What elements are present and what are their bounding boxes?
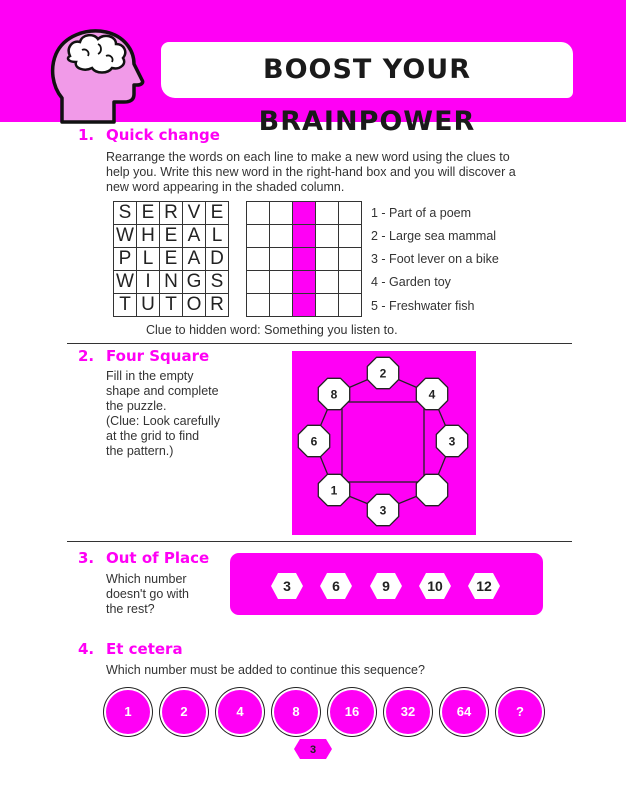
- section-3-instructions: Which number doesn't go with the rest?: [106, 572, 189, 616]
- puzzle-node: [318, 378, 349, 409]
- letter-cell: U: [137, 294, 160, 317]
- sequence-number: 8: [292, 704, 300, 719]
- divider: [67, 343, 572, 344]
- puzzle-node: [298, 425, 329, 456]
- answer-cell-shaded[interactable]: [293, 202, 316, 225]
- divider: [67, 541, 572, 542]
- letter-cell: H: [137, 225, 160, 248]
- answer-cell[interactable]: [247, 225, 270, 248]
- puzzle-node: [436, 425, 467, 456]
- letter-cell: E: [160, 248, 183, 271]
- node-label: 6: [310, 434, 318, 449]
- letter-cell: V: [183, 202, 206, 225]
- answer-cell[interactable]: [339, 248, 362, 271]
- letter-cell: A: [183, 248, 206, 271]
- section-2-number: 2.: [78, 347, 95, 365]
- letter-cell: R: [206, 294, 229, 317]
- sequence-number: 4: [236, 704, 244, 719]
- letter-cell: R: [160, 202, 183, 225]
- letter-cell: L: [206, 225, 229, 248]
- hexagon-number: 3: [283, 578, 291, 594]
- puzzle-node: [367, 494, 398, 525]
- answer-cell[interactable]: [316, 294, 339, 317]
- letter-cell: O: [183, 294, 206, 317]
- hexagon-number: 12: [476, 578, 492, 594]
- page-number-badge: [293, 738, 333, 760]
- section-1-number: 1.: [78, 126, 95, 144]
- letter-cell: E: [137, 202, 160, 225]
- sequence-circle: [106, 690, 150, 734]
- section-2-title: Four Square: [106, 347, 210, 365]
- sequence-circle: [330, 690, 374, 734]
- answer-cell[interactable]: [247, 271, 270, 294]
- section-4-number: 4.: [78, 640, 95, 658]
- letter-cell: N: [160, 271, 183, 294]
- number-hexagon[interactable]: [270, 572, 304, 600]
- sequence-circle: [274, 690, 318, 734]
- letter-cell: S: [114, 202, 137, 225]
- sequence-number: 16: [344, 704, 360, 719]
- letter-row-4: [114, 271, 229, 294]
- node-label: 1: [330, 483, 338, 498]
- letter-cell: T: [160, 294, 183, 317]
- letter-row-3: [114, 248, 229, 271]
- section-3-title: Out of Place: [106, 549, 210, 567]
- letter-cell: E: [160, 225, 183, 248]
- answer-cell[interactable]: [339, 202, 362, 225]
- sequence-circle: [386, 690, 430, 734]
- title-box: [163, 44, 571, 137]
- answer-cell[interactable]: [247, 248, 270, 271]
- four-square-puzzle: [292, 351, 476, 535]
- answer-cell[interactable]: [270, 294, 293, 317]
- page-title: BOOST YOUR BRAINPOWER: [258, 54, 476, 137]
- answer-cell[interactable]: [339, 225, 362, 248]
- node-label: 2: [379, 366, 387, 381]
- answer-cell[interactable]: [270, 225, 293, 248]
- hexagon-number: 9: [382, 578, 390, 594]
- number-hexagon[interactable]: [418, 572, 452, 600]
- clue-3: 3 - Foot lever on a bike: [371, 252, 499, 266]
- letter-cell: W: [114, 271, 137, 294]
- sequence-number: 1: [124, 704, 132, 719]
- node-shape: [416, 474, 447, 505]
- section-1-instructions: Rearrange the words on each line to make a new word using the clues to help you. Write this new word in the right-hand box and you will discover a new word appearing in the shaded column.: [106, 150, 516, 194]
- answer-cell[interactable]: [316, 225, 339, 248]
- puzzle-node: [367, 357, 398, 388]
- answer-cell[interactable]: [247, 202, 270, 225]
- sequence-circle: [162, 690, 206, 734]
- section-1-title: Quick change: [106, 126, 220, 144]
- answer-cell[interactable]: [270, 248, 293, 271]
- clue-1: 1 - Part of a poem: [371, 206, 472, 220]
- empty-node[interactable]: [416, 474, 447, 505]
- hidden-word-clue: Clue to hidden word: Something you listen to.: [146, 323, 398, 337]
- answer-cell-shaded[interactable]: [293, 225, 316, 248]
- answer-cell[interactable]: [316, 248, 339, 271]
- node-label: 3: [379, 503, 387, 518]
- page-number: 3: [309, 744, 317, 756]
- clue-4: 4 - Garden toy: [371, 275, 451, 289]
- answer-cell[interactable]: [339, 294, 362, 317]
- sequence-number: ?: [516, 704, 524, 719]
- sequence-circle: [218, 690, 262, 734]
- letter-row-2: [114, 225, 229, 248]
- node-label: 4: [428, 387, 436, 402]
- letter-row-5: [114, 294, 229, 317]
- answer-cell[interactable]: [247, 294, 270, 317]
- number-hexagon[interactable]: [369, 572, 403, 600]
- answer-cell-shaded[interactable]: [293, 294, 316, 317]
- letter-cell: E: [206, 202, 229, 225]
- letter-cell: A: [183, 225, 206, 248]
- letter-cell: S: [206, 271, 229, 294]
- sequence-number: 32: [400, 704, 416, 719]
- number-hexagon[interactable]: [319, 572, 353, 600]
- answer-cell[interactable]: [270, 202, 293, 225]
- puzzle-node: [416, 378, 447, 409]
- section-4-title: Et cetera: [106, 640, 183, 658]
- sequence-answer-circle[interactable]: [498, 690, 542, 734]
- sequence-number: 2: [180, 704, 188, 719]
- clue-5: 5 - Freshwater fish: [371, 299, 475, 313]
- letter-grid: [113, 201, 229, 317]
- answer-cell-shaded[interactable]: [293, 248, 316, 271]
- number-hexagon[interactable]: [467, 572, 501, 600]
- puzzle-node: [318, 474, 349, 505]
- letter-row-1: [114, 202, 229, 225]
- hexagon-number: 6: [332, 578, 340, 594]
- answer-cell[interactable]: [270, 271, 293, 294]
- node-label: 8: [330, 387, 338, 402]
- letter-cell: L: [137, 248, 160, 271]
- hexagon-number: 10: [427, 578, 443, 594]
- letter-cell: G: [183, 271, 206, 294]
- letter-cell: T: [114, 294, 137, 317]
- letter-cell: W: [114, 225, 137, 248]
- sequence-number: 64: [456, 704, 472, 719]
- section-4-instructions: Which number must be added to continue this sequence?: [106, 663, 425, 677]
- letter-cell: D: [206, 248, 229, 271]
- answer-cell[interactable]: [316, 271, 339, 294]
- answer-grid: [246, 201, 362, 317]
- answer-cell-shaded[interactable]: [293, 271, 316, 294]
- answer-cell[interactable]: [316, 202, 339, 225]
- letter-cell: I: [137, 271, 160, 294]
- sequence-circle: [442, 690, 486, 734]
- answer-cell[interactable]: [339, 271, 362, 294]
- clue-2: 2 - Large sea mammal: [371, 229, 497, 243]
- brain-head-icon: [48, 28, 148, 124]
- node-label: 3: [448, 434, 456, 449]
- section-3-number: 3.: [78, 549, 95, 567]
- letter-cell: P: [114, 248, 137, 271]
- section-2-instructions: Fill in the empty shape and complete the puzzle. (Clue: Look carefully at the grid to find the pattern.): [106, 369, 220, 458]
